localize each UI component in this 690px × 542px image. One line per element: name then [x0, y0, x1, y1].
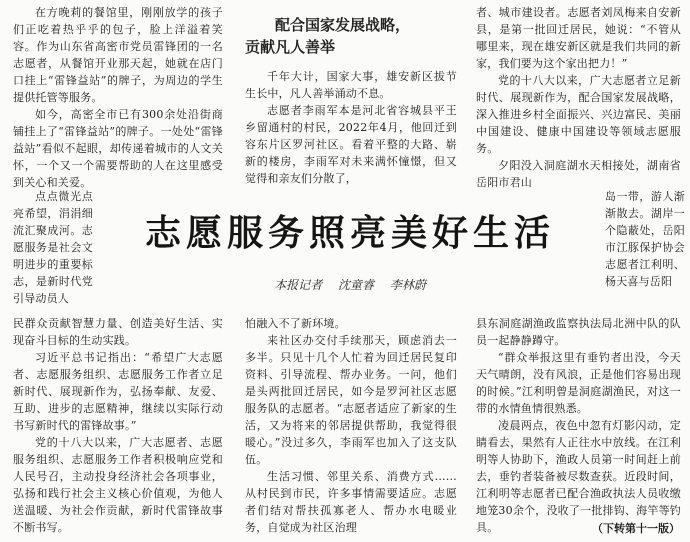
- subheading-line1: 配合国家发展战略，: [275, 16, 411, 34]
- continuation-note: （下转第十一版）: [588, 520, 680, 536]
- paragraph: 夕阳没入洞庭湖水天相接处，湖南省岳阳市君山: [476, 159, 681, 189]
- paragraph: 来社区办交付手续那天，顾虑消去一多半。只见十几个人忙着为回迁居民复印资料、引导流程、帮办业务。一问，他们是头两批回迁居民，如今是罗河社区志愿服务队的志愿者。“志愿者适应了新家的生活，又为将来的邻居提供帮助，我觉得很暖心。”没过多久，李雨军也加入了这支队伍。: [245, 334, 457, 466]
- paragraph: 如今，高密全市已有300余处沿街商铺挂上了“雷锋益站”的牌子。一处处“雷锋益站”看似不起眼，却传递着城市的人文关怀，一个又一个需要帮助的人在这里感受到关心和关爱。: [13, 108, 223, 189]
- paragraph: 生活习惯、邻里关系、消费方式……从村民到市民，许多事情需要适应。志愿者们结对帮扶孤寡老人、帮办水电暖业务，自觉成为社区治理: [245, 470, 457, 534]
- paragraph: “群众举报这里有垂钓者出没，今天天气晴朗，没有风浪，正是他们容易出现的时候。”江利明曾是洞庭湖渔民，对这一带的水情鱼情很熟悉。: [476, 351, 681, 415]
- byline-author: 李林蔚: [389, 278, 426, 292]
- column-3-narrow: [605, 188, 685, 308]
- byline: [100, 276, 600, 293]
- paragraph: 千年大计，国家大事，雄安新区拔节生长中，凡人善举涌动不息。: [245, 70, 457, 100]
- subheading-line2: 贡献凡人善举: [245, 38, 336, 56]
- paragraph: 县东洞庭湖渔政监察执法局北洲中队的队员一起静静蹲守。: [476, 317, 681, 347]
- column-1-top: [13, 4, 223, 208]
- column-3-bottom: [476, 315, 681, 540]
- byline-author: 沈童睿: [337, 278, 374, 292]
- paragraph: 民群众贡献智慧力量、创造美好生活、实现奋斗目标的生动实践。: [13, 317, 223, 347]
- paragraph: 怕融入不了新环境。: [245, 317, 346, 330]
- paragraph: 点点微光点亮希望，涓涓细流汇聚成河。志愿服务是社会文明进步的重要标志，是新时代党引导动员人: [13, 190, 93, 305]
- paragraph: 习近平总书记指出：“希望广大志愿者、志愿服务组织、志愿服务工作者立足新时代、展现新作为，弘扬奉献、友爱、互助、进步的志愿精神，继续以实际行动书写新时代的雷锋故事。”: [13, 351, 223, 432]
- paragraph: 岛一带，游人渐渐散去。湖岸一个隐蔽处，岳阳市江豚保护协会志愿者江利明、杨天喜与岳阳: [605, 190, 685, 288]
- column-2-bottom: [245, 315, 457, 540]
- paragraph: 凌晨两点，夜色中忽有灯影闪动，定睛看去，果然有人正往水中放线。在江利明等人协助下，渔政人员第一时间赶上前去，垂钓者装备被尽数查获。近段时间，江利明等志愿者已配合渔政执法人员收缴地笼30余个，没收了一批排钩、海竿等钓具。: [476, 419, 681, 534]
- column-1-bottom: [13, 315, 223, 540]
- column-2-top: [245, 68, 457, 200]
- column-1-narrow: [13, 188, 93, 308]
- paragraph: 者、城市建设者。志愿者刘凤梅来自安新县，是第一批回迁居民，她说：“不管从哪里来，现在雄安新区就是我们共同的新家，我们要为这个家出把力！”: [476, 6, 681, 70]
- headline: 志愿服务照亮美好生活: [100, 210, 600, 258]
- byline-prefix: 本报记者: [274, 278, 323, 292]
- paragraph: 党的十八大以来，广大志愿者、志愿服务组织、志愿服务工作者积极响应党和人民号召，主动投身经济社会各项事业，弘扬和践行社会主义核心价值观，为他人送温暖、为社会作贡献，新时代雷锋故事不断书写。: [13, 436, 223, 534]
- subheading: [245, 14, 465, 58]
- paragraph: 在方晚莉的餐馆里，刚刚放学的孩子们正吃着热乎乎的包子，脸上洋溢着笑容。作为山东省高密市党员雷锋团的一名志愿者，从餐馆开业那天起，她就在店门口挂上“雷锋益站”的牌子，为周边的学生提供托管等服务。: [13, 6, 223, 104]
- paragraph: 党的十八大以来，广大志愿者立足新时代、展现新作为，配合国家发展战略，深入推进乡村全面振兴、兴边富民、美丽中国建设、健康中国建设等领域志愿服务。: [476, 74, 681, 155]
- paragraph: 志愿者李雨军本是河北省容城县平王乡留通村的村民，2022年4月，他回迁到容东片区罗河社区。看着平整的大路、崭新的楼房，李雨军对未来满怀憧憬，但又觉得和亲友们分散了，: [245, 104, 457, 185]
